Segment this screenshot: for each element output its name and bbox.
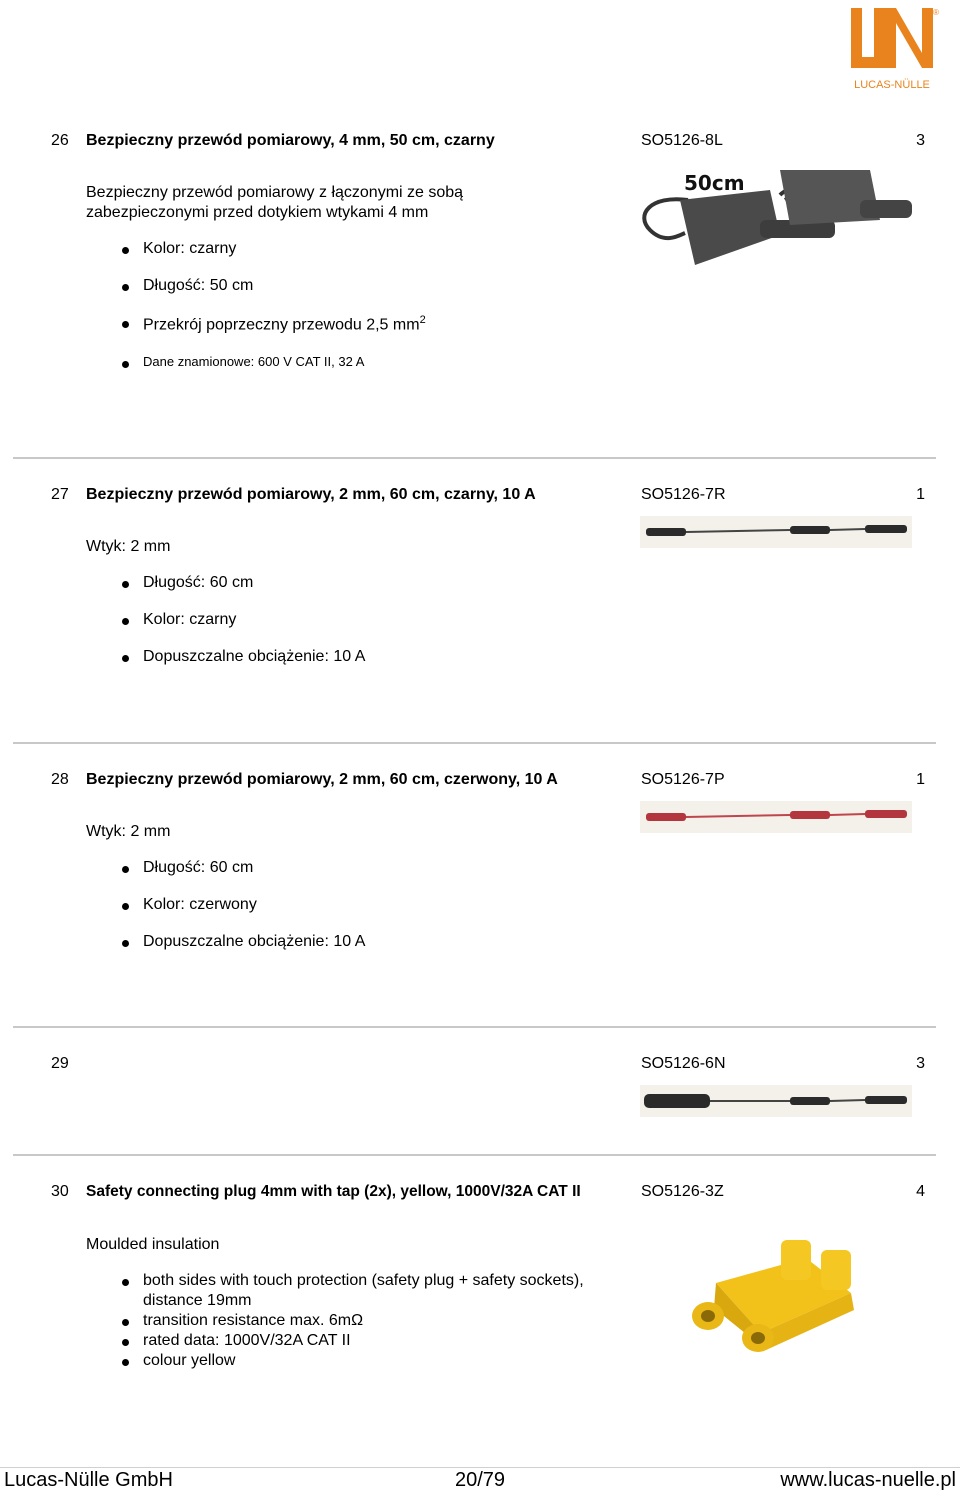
list-item-continuation: distance 19mm [143, 1292, 252, 1309]
list-item: Długość: 60 cm [122, 574, 365, 594]
footer-page-number: 20/79 [455, 1469, 506, 1491]
footer-divider [0, 1467, 960, 1468]
lucas-nuelle-logo [848, 5, 938, 95]
separator [13, 457, 936, 459]
image-label: 50cm [684, 171, 745, 195]
item-code: SO5126-7P [641, 771, 725, 788]
item-number: 28 [51, 771, 69, 788]
product-image-cable-black [640, 516, 912, 548]
item-description: Wtyk: 2 mm [86, 823, 171, 840]
item-qty: 1 [916, 771, 925, 788]
footer-company: Lucas-Nülle GmbH [4, 1469, 173, 1491]
footer-website-link[interactable]: www.lucas-nuelle.pl [780, 1469, 956, 1491]
list-item-text: Przekrój poprzeczny przewodu 2,5 mm [143, 316, 420, 334]
list-item: Długość: 60 cm [122, 859, 365, 879]
list-item [122, 314, 426, 334]
list-item: Dane znamionowe: 600 V CAT II, 32 A [122, 354, 426, 374]
superscript: 2 [419, 314, 426, 326]
product-image-cable-50cm [640, 165, 915, 267]
item-description: Moulded insulation [86, 1236, 220, 1253]
item-title: Bezpieczny przewód pomiarowy, 2 mm, 60 cm, czarny, 10 A [86, 486, 536, 503]
list-item: Dopuszczalne obciążenie: 10 A [122, 933, 365, 953]
registered-mark: ® [933, 8, 939, 17]
list-item: both sides with touch protection (safety plug + safety sockets), [122, 1272, 584, 1292]
list-item: Dopuszczalne obciążenie: 10 A [122, 648, 365, 668]
item-number: 30 [51, 1183, 69, 1200]
item-title: Safety connecting plug 4mm with tap (2x), yellow, 1000V/32A CAT II [86, 1183, 581, 1200]
bullet-list [122, 574, 365, 668]
item-code: SO5126-8L [641, 132, 723, 149]
separator [13, 1154, 936, 1156]
logo-text: LUCAS-NÜLLE [854, 79, 930, 91]
list-item: Kolor: czarny [122, 240, 426, 260]
item-code: SO5126-7R [641, 486, 726, 503]
item-code: SO5126-3Z [641, 1183, 724, 1200]
item-qty: 4 [916, 1183, 925, 1200]
list-item: Długość: 50 cm [122, 277, 426, 297]
product-image-cable-dark [640, 1085, 912, 1117]
item-qty: 3 [916, 132, 925, 149]
item-description: Bezpieczny przewód pomiarowy z łączonymi ze sobą zabezpieczonymi przed dotykiem wtykami 4 mm [86, 184, 464, 221]
product-image-yellow-plug [686, 1238, 866, 1356]
item-qty: 1 [916, 486, 925, 503]
item-code: SO5126-6N [641, 1055, 726, 1072]
item-number: 29 [51, 1055, 69, 1072]
list-item: Kolor: czarny [122, 611, 365, 631]
list-item: colour yellow [122, 1352, 584, 1372]
list-item: transition resistance max. 6mΩ [122, 1312, 584, 1332]
list-item: rated data: 1000V/32A CAT II [122, 1332, 584, 1352]
separator [13, 1026, 936, 1028]
separator [13, 742, 936, 744]
item-number: 27 [51, 486, 69, 503]
bullet-list [122, 859, 365, 953]
item-title: Bezpieczny przewód pomiarowy, 4 mm, 50 cm, czarny [86, 132, 495, 149]
item-number: 26 [51, 132, 69, 149]
list-item: Kolor: czerwony [122, 896, 365, 916]
item-title: Bezpieczny przewód pomiarowy, 2 mm, 60 cm, czerwony, 10 A [86, 771, 558, 788]
item-description: Wtyk: 2 mm [86, 538, 171, 555]
product-image-cable-red [640, 801, 912, 833]
bullet-list [122, 240, 426, 374]
item-qty: 3 [916, 1055, 925, 1072]
bullet-list [122, 1272, 584, 1372]
